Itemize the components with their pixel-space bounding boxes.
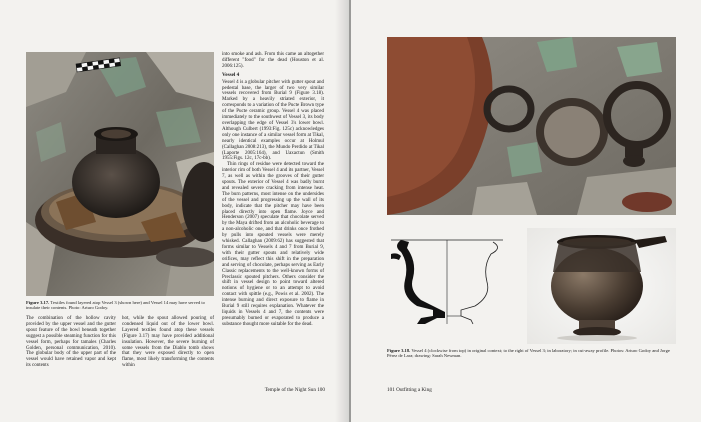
body-paragraph: Vessel 4 is a globular pitcher with gutter spout and pedestal base, the larger of two very similar vessels recovered from Burial 9 (Figure 3.18). Marked by a heavily striated exterior, it corresponds to a variation of the Pucte Brown type of the Pucte ceramic group. Vessel 4 was placed immediately to the southwest of Vessel 3, its body overlapping the edge of Vessel 3's lower bowl. Although Culbert (1993:Fig. 125c) acknowledges only one instance of a similar vessel form at Tikal, nearly identical examples occur at Holmul (Callaghan 2008:213), the Mundo Perdido at Tikal (Laporte 2005:164), and Uaxactun (Smith 1955:Figs. 12c, 17c-bb). — [222, 79, 324, 162]
figure-317-caption-label: Figure 3.17. — [26, 300, 50, 305]
figure-317-caption-text: Textiles found layered atop Vessel 3 (shown here) and Vessel 14 may have served to insulate their contents. Photo: Arturo Godoy. — [26, 300, 205, 311]
figure-317-photo — [26, 52, 214, 296]
right-footer: 101 Outfitting a King — [387, 387, 432, 393]
left-footer: Temple of the Night Sun 100 — [264, 387, 325, 393]
right-page — [351, 0, 701, 422]
left-column-1-text — [26, 316, 116, 369]
figure-318-caption-text: Vessel 4 (clockwise from top) in original context; to the right of Vessel 3; in laboratory; in cut-away profile. Photos: Arturo Godoy and Jorge Pérez de Lara; drawing: Sarah Newman. — [387, 348, 670, 359]
gutter-shadow-left — [335, 0, 349, 422]
body-paragraph: Thin rings of residue were detected toward the interior rim of both Vessel 4 and its partner, Vessel 7, as well as within the grooves of their gutter spouts. The exterior of Vessel 4 was badly burnt and revealed severe cracking from intense heat. The burn patterns, most intense on the undersides of the vessel and progressing up the wall of its body, indicate that the pitcher may have been placed directly into open flame. Joyce and Henderson (2007) speculate that chocolate served by the Maya drifted from an alcoholic beverage to a non-alcoholic one, and that drinks once frothed by pulls into spouted vessels were merely whisked. Callaghan (2009:62) has suggested that forms similar to Vessels 4 and 7 from Burial 9, with their gutter spouts and relatively wide orifices, may reflect this shift in the preparation and serving of chocolate, perhaps serving as Early Classic replacements to the well-known forms of Preclassic spouted pitchers. Others consider the shift in vessel design to point toward altered notions of hygiene or to an attempt to avoid contact with spittle (e.g., Powis et al. 2002). The intense burning and direct exposure to flame in Burial 9 still requires explanation. Whatever the liquids in Vessels 4 and 7, the contents were presumably burned or evaporated to produce a substance thought more suitable for the dead. — [222, 162, 324, 327]
figure-318-caption — [387, 348, 676, 359]
figure-317-caption — [26, 300, 214, 311]
left-column-2-text — [222, 52, 324, 328]
left-column-1b-text — [122, 316, 214, 369]
figure-318-caption-label: Figure 3.18. — [387, 348, 411, 353]
body-paragraph: The combination of the hollow cavity provided by the upper vessel and the gutter spout feature of the bowl beneath together suggest a possible steaming function for this vessel form, perhaps for tamales (Charles Golden, personal communication, 2010). The globular body of the upper part of the vessel would have retained vapor and kept its contents — [26, 316, 116, 369]
body-paragraph: into smoke and ash. From this came an altogether different "food" for the dead (Houston et al. 2006:125). — [222, 52, 324, 69]
figure-318-profile-drawing — [387, 234, 507, 326]
body-paragraph: hot, while the spout allowed pouring of condensed liquid out of the lower bowl. Layered textiles found atop these vessels (Figure 3.17) may have provided additional insulation. However, the severe burning of some vessels from the Diablo tomb shows that they were exposed directly to open flame, most likely transforming the contents within — [122, 316, 214, 369]
left-page — [0, 0, 349, 422]
figure-318-context-photo — [387, 37, 676, 215]
section-heading: Vessel 4 — [222, 71, 240, 78]
figure-318-lab-photo — [527, 228, 676, 344]
